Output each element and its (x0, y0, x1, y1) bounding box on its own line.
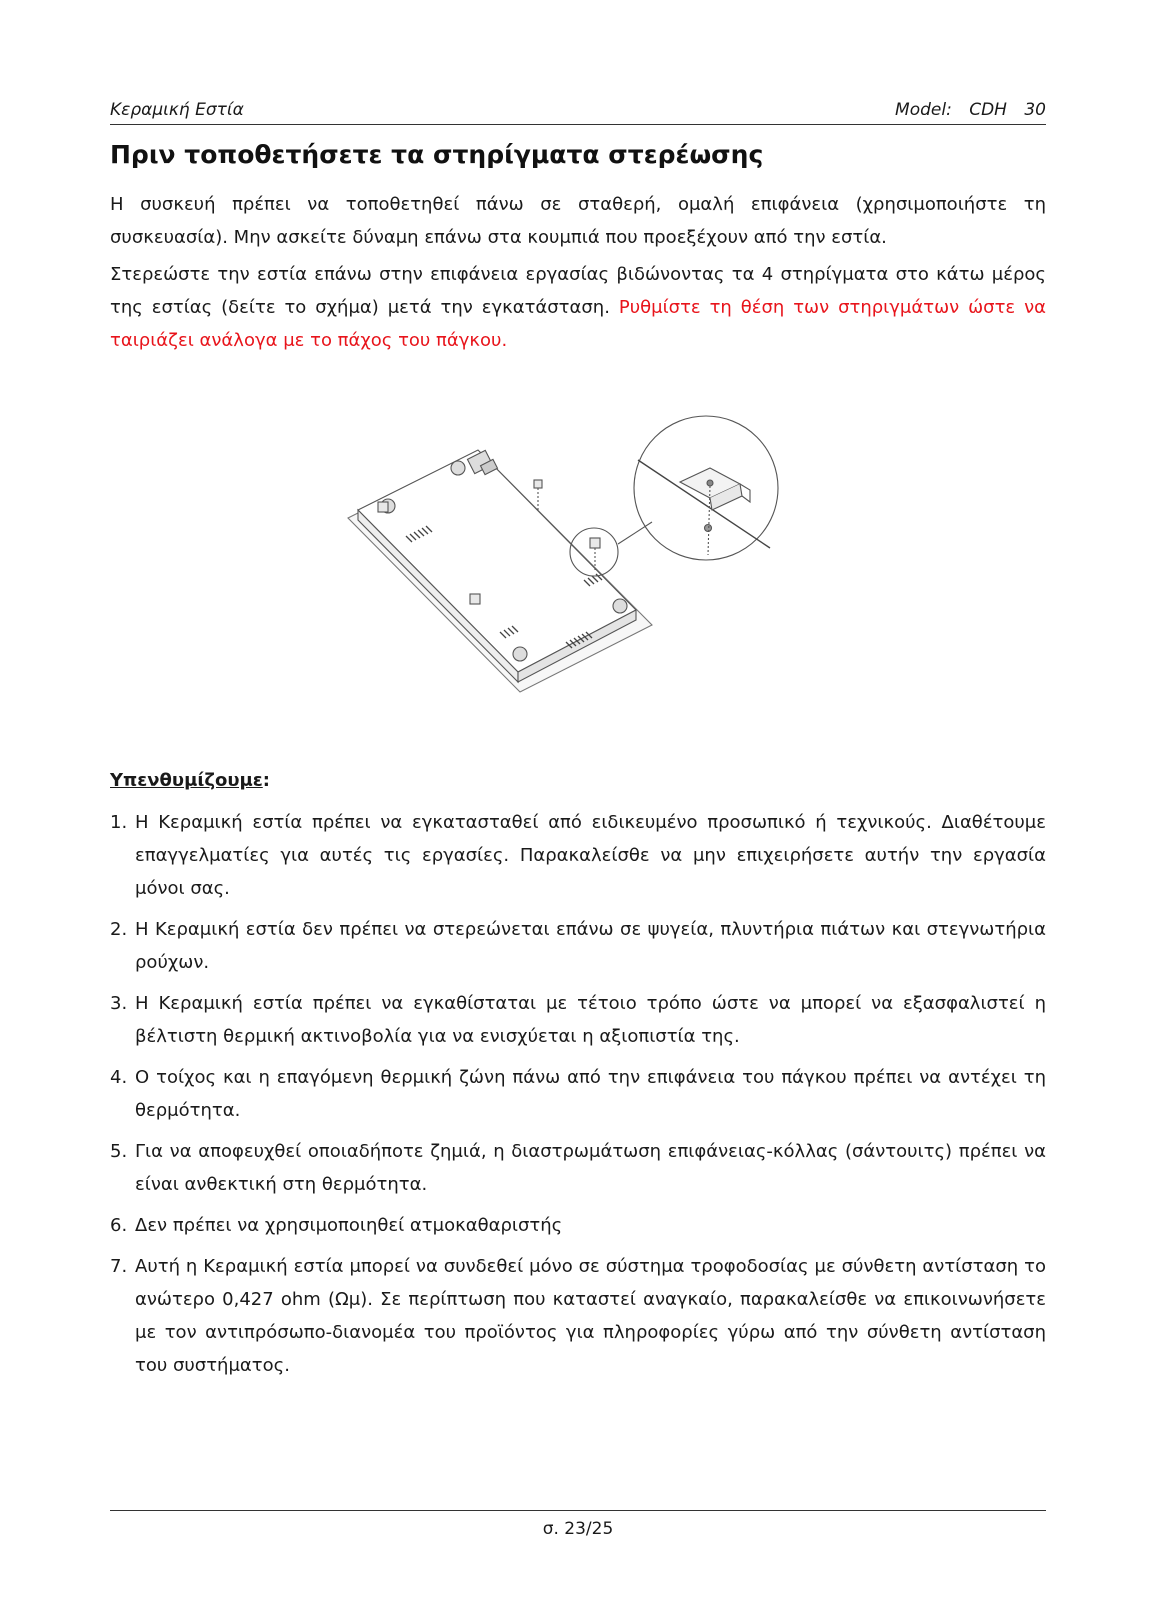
hob-bracket-diagram (340, 410, 800, 720)
list-item (110, 987, 1046, 1053)
list-item (110, 806, 1046, 905)
list-item (110, 1135, 1046, 1201)
list-item-text: Ο τοίχος και η επαγόμενη θερμική ζώνη πάνω από την επιφάνεια του πάγκου πρέπει να αντέχει τη θερμότητα. (135, 1067, 1046, 1121)
list-item (110, 1209, 1046, 1242)
page-header (110, 98, 1046, 125)
header-product-name: Κεραμική Εστία (110, 100, 244, 120)
list-item-number: 7. (110, 1256, 128, 1277)
list-item-text: Η Κεραμική εστία πρέπει να εγκαθίσταται με τέτοιο τρόπο ώστε να μπορεί να εξασφαλιστεί η βέλτιστη θερμική ακτινοβολία για να ενισχύεται η αξιοπιστία της. (135, 993, 1046, 1047)
reminder-heading (110, 770, 270, 791)
list-item-number: 1. (110, 812, 128, 833)
intro-paragraph: Η συσκευή πρέπει να τοποθετηθεί πάνω σε σταθερή, ομαλή επιφάνεια (χρησιμοποιήστε τη συσκευασία). Μην ασκείτε δύναμη επάνω στα κουμπιά που προεξέχουν από την εστία. (110, 194, 1046, 248)
mounting-paragraph (110, 258, 1046, 357)
mounting-instructions: Στερεώστε την εστία επάνω στην επιφάνεια εργασίας βιδώνοντας τα 4 στηρίγματα στο κάτω μέρος της εστίας (δείτε το σχήμα) μετά την εγκατάσταση. (110, 264, 1046, 318)
list-item (110, 1250, 1046, 1382)
list-item-number: 3. (110, 993, 128, 1014)
hob-underside-illustration (348, 450, 652, 692)
list-item-number: 2. (110, 919, 128, 940)
reminder-list (110, 806, 1046, 1390)
list-item-number: 6. (110, 1215, 128, 1236)
page-number: σ. 23/25 (110, 1510, 1046, 1539)
page-title: Πριν τοποθετήσετε τα στηρίγματα στερέωσης (110, 140, 764, 169)
reminder-heading-label: Υπενθυμίζουμε (110, 770, 263, 791)
list-item-text: Αυτή η Κεραμική εστία μπορεί να συνδεθεί μόνο σε σύστημα τροφοδοσίας με σύνθετη αντίσταση το ανώτερο 0,427 ohm (Ωμ). Σε περίπτωση που καταστεί αναγκαίο, παρακαλείσθε να επικοινωνήσετε με τον αντιπρόσωπο-διανομέα του προϊόντος για πληροφορίες γύρω από την σύνθετη αντίσταση του συστήματος. (135, 1256, 1046, 1376)
list-item-number: 5. (110, 1141, 128, 1162)
list-item-text: Η Κεραμική εστία δεν πρέπει να στερεώνεται επάνω σε ψυγεία, πλυντήρια πιάτων και στεγνωτήρια ρούχων. (135, 919, 1046, 973)
header-model: Model: CDH 30 (895, 100, 1046, 120)
list-item-number: 4. (110, 1067, 128, 1088)
detail-callout (570, 416, 778, 576)
adjust-brackets-warning: Ρυθμίστε τη θέση των στηριγμάτων ώστε να ταιριάζει ανάλογα με το πάχος του πάγκου. (110, 297, 1046, 351)
list-item-text: Για να αποφευχθεί οποιαδήποτε ζημιά, η διαστρωμάτωση επιφάνειας-κόλλας (σάντουιτς) πρέπει να είναι ανθεκτική στη θερμότητα. (135, 1141, 1046, 1195)
list-item (110, 913, 1046, 979)
list-item-text: Η Κεραμική εστία πρέπει να εγκατασταθεί από ειδικευμένο προσωπικό ή τεχνικούς. Διαθέτουμε επαγγελματίες για αυτές τις εργασίες. Παρακαλείσθε να μην επιχειρήσετε αυτήν την εργασία μόνοι σας. (135, 812, 1046, 899)
reminder-heading-colon: : (262, 770, 270, 791)
list-item (110, 1061, 1046, 1127)
list-item-text: Δεν πρέπει να χρησιμοποιηθεί ατμοκαθαριστής (135, 1215, 563, 1236)
